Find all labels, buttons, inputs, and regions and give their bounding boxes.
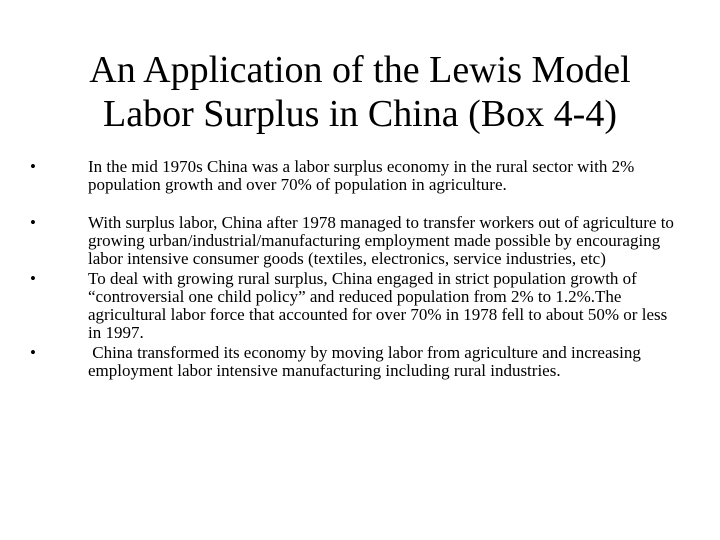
bullet-icon: •: [30, 343, 36, 362]
bullet-text: To deal with growing rural surplus, China engaged in strict population growth of “controversial one child policy” and reduced population from 2% to 1.2%.The agricultural labor force that accounted for over 70% in 1978 fell to about 50% or less in 1997.: [88, 269, 668, 342]
bullet-item: [30, 214, 680, 268]
bullet-text: In the mid 1970s China was a labor surplus economy in the rural sector with 2% population growth and over 70% of population in agriculture.: [88, 157, 635, 194]
bullet-item: [30, 270, 680, 342]
title-line-1: An Application of the Lewis Model: [89, 49, 631, 91]
bullet-icon: •: [30, 269, 36, 288]
bullet-icon: •: [30, 157, 36, 176]
bullet-item: [30, 158, 680, 194]
bullet-item: [30, 344, 680, 380]
bullet-text: With surplus labor, China after 1978 managed to transfer workers out of agriculture to growing urban/industrial/manufacturing employment made possible by encouraging labor intensive consumer goods (textiles, electronics, service industries, etc): [88, 213, 674, 268]
title-line-2: Labor Surplus in China (Box 4-4): [102, 93, 617, 135]
bullet-list: [30, 158, 680, 380]
slide-title: [40, 48, 680, 136]
bullet-icon: •: [30, 213, 36, 232]
bullet-text: China transformed its economy by moving labor from agriculture and increasing employment labor intensive manufacturing including rural industries.: [88, 343, 646, 380]
